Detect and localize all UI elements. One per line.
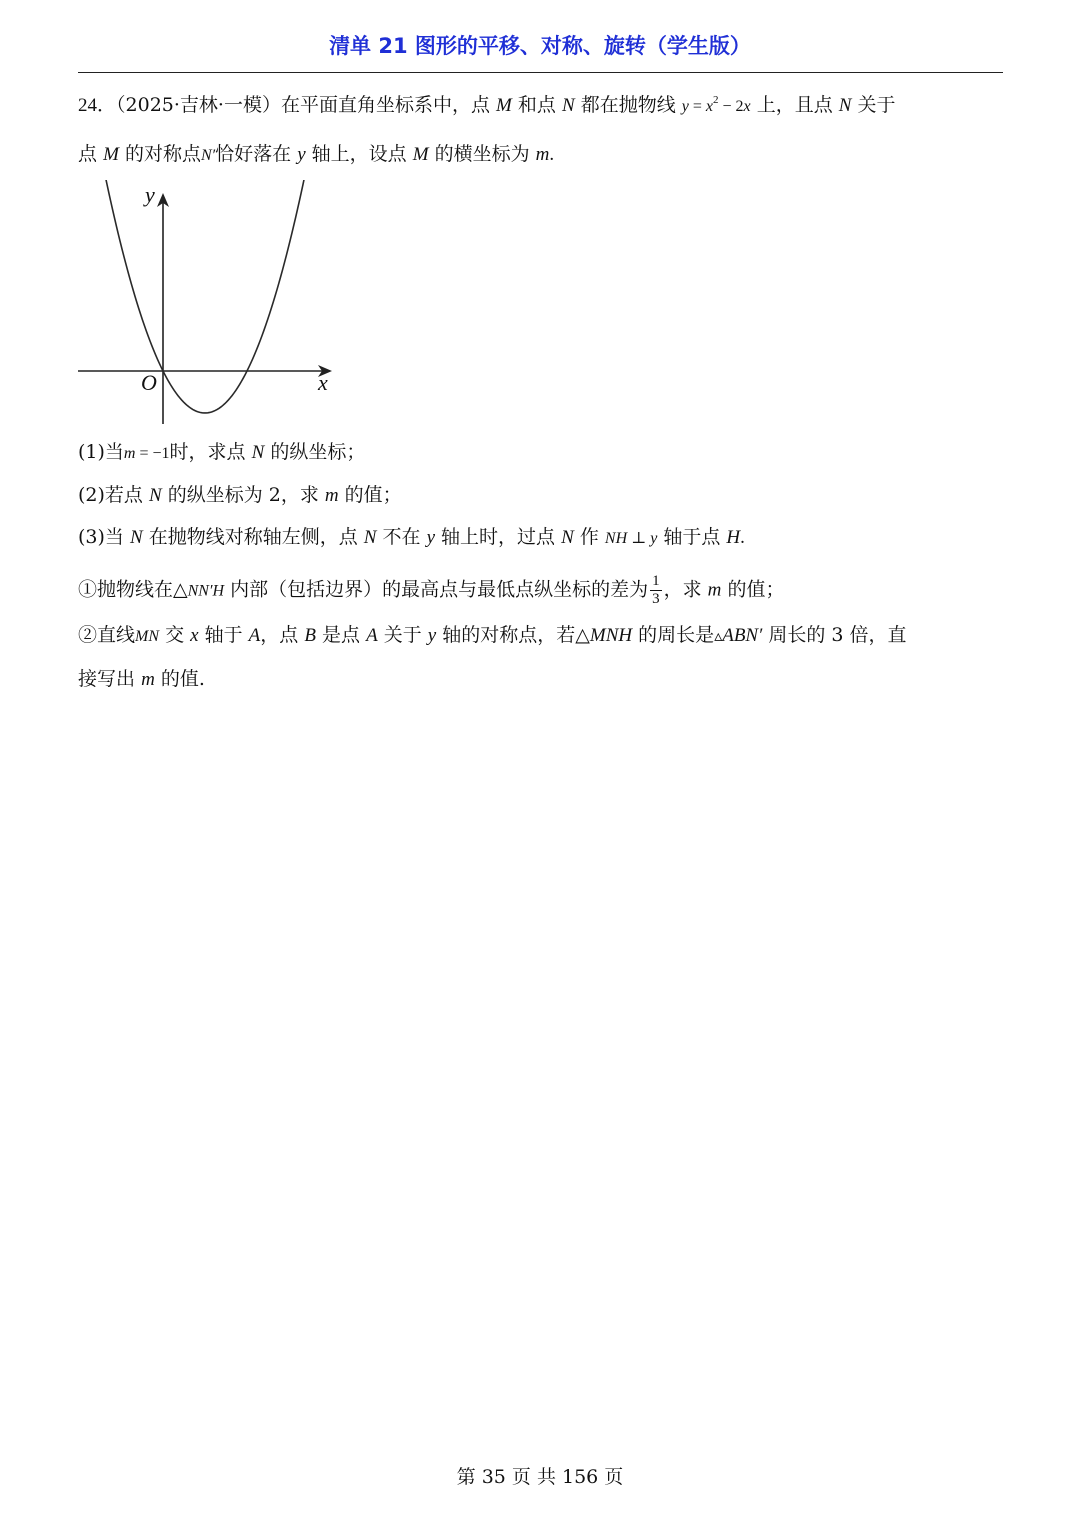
- triangle-MNH: MNH: [589, 625, 633, 646]
- var-M: M: [496, 95, 512, 116]
- period: .: [740, 527, 745, 548]
- subpart-1-prefix: ①抛物线在△: [78, 578, 188, 601]
- problem-number: 24．: [78, 95, 117, 116]
- var-m: m: [707, 579, 722, 601]
- var-M: M: [103, 144, 119, 165]
- part-3-text-4: 作: [579, 526, 599, 548]
- subpart-1-end: 的值；: [727, 578, 785, 601]
- var-y: y: [426, 527, 435, 548]
- header-divider: [78, 72, 1003, 73]
- var-x: x: [190, 625, 199, 646]
- part-2-end: 的值；: [344, 484, 402, 506]
- part-3-text-5: 轴于点: [663, 526, 721, 548]
- var-y: y: [297, 144, 306, 165]
- problem-text-4: 上，且点: [756, 94, 833, 116]
- page-header-title: 清单 21 图形的平移、对称、旋转（学生版）: [329, 34, 751, 58]
- var-N: N: [838, 95, 852, 116]
- var-B: B: [304, 625, 316, 646]
- part-3-text-1: 在抛物线对称轴左侧，点: [148, 526, 358, 548]
- part-2: [78, 482, 402, 509]
- fraction-one-third: $\frac{1}{3}$: [652, 573, 660, 607]
- problem-line2-text-3: 恰好落在: [215, 143, 292, 165]
- triangle-ABN-prime: ABN′: [722, 625, 763, 646]
- subpart-2-text-6: 轴的对称点，若△: [442, 624, 590, 646]
- problem-line2-text-4: 轴上，设点: [311, 143, 407, 165]
- var-N: N: [363, 527, 377, 548]
- origin-label: O: [141, 370, 157, 395]
- subpart-2-line-2: [78, 666, 205, 693]
- line-MN: MN: [135, 628, 160, 645]
- problem-text-3: 都在抛物线: [580, 94, 676, 116]
- subpart-2-text-4: 是点: [322, 624, 361, 646]
- part-3-text-3: 轴上时，过点: [441, 526, 556, 548]
- x-axis-label: x: [318, 370, 328, 395]
- subpart-2-text-3: ，点: [260, 624, 299, 646]
- problem-line2-text-2: 的对称点: [124, 143, 201, 165]
- var-M: M: [412, 144, 429, 165]
- problem-text-5: 关于: [857, 94, 896, 116]
- subpart-2-line2-text: 接写出: [78, 668, 136, 690]
- subpart-2-text-7: 的周长是: [638, 624, 715, 646]
- var-N: N: [148, 485, 162, 506]
- period: .: [549, 144, 555, 165]
- subpart-2-text-1: 交: [165, 624, 185, 646]
- var-m: m: [141, 669, 155, 690]
- var-N: N: [251, 442, 265, 463]
- perpendicular-expression: NH ⊥ y: [604, 530, 658, 547]
- problem-text-2: 和点: [517, 94, 556, 116]
- parabola-figure: [74, 180, 344, 430]
- triangle-symbol-icon: ▵: [714, 626, 723, 645]
- var-A: A: [248, 625, 261, 646]
- problem-line-1: [78, 92, 896, 120]
- y-axis-label: y: [145, 182, 155, 207]
- subpart-1-text-1: 内部（包括边界）的最高点与最低点纵坐标的差为: [230, 578, 649, 601]
- var-y: y: [427, 625, 437, 646]
- part-1-equation: m = −1: [123, 445, 170, 462]
- page-number-footer: 第 35 页 共 156 页: [456, 1466, 624, 1488]
- coordinate-plane: [74, 180, 344, 430]
- var-m: m: [535, 144, 550, 165]
- parabola-curve: [88, 180, 312, 413]
- var-H: H: [726, 527, 741, 548]
- problem-line2-text-1: 点: [78, 143, 98, 165]
- problem-source: （2025·吉林·一模）: [116, 94, 281, 116]
- subpart-2-text-8: 周长的 3 倍，直: [768, 624, 907, 646]
- problem-line2-text-5: 的横坐标为: [434, 143, 530, 165]
- part-3-text-2: 不在: [382, 526, 421, 548]
- part-1-end: 的纵坐标；: [270, 441, 366, 463]
- var-N: N: [561, 527, 574, 548]
- var-m: m: [324, 485, 339, 506]
- problem-line-2: [78, 141, 554, 169]
- subpart-2-prefix: ②直线: [78, 624, 136, 646]
- parabola-equation: $y = x^2 - 2x$: [681, 94, 751, 115]
- part-3: [78, 524, 745, 552]
- subpart-1-text-2: ，求: [663, 578, 702, 601]
- triangle-NNH: NN′H: [187, 582, 225, 600]
- subpart-2-text-2: 轴于: [204, 624, 243, 646]
- subpart-2-end: 的值.: [160, 668, 205, 690]
- problem-text-1: 在平面直角坐标系中，点: [280, 94, 490, 116]
- subpart-2-text-5: 关于: [383, 624, 422, 646]
- part-1: [78, 439, 365, 467]
- var-N: N: [129, 527, 143, 548]
- part-3-prefix: (3)当: [78, 526, 124, 548]
- var-N: N: [561, 95, 575, 116]
- part-1-prefix: (1)当: [78, 441, 124, 463]
- part-2-prefix: (2)若点: [78, 484, 143, 506]
- part-1-text: 时，求点: [169, 441, 246, 463]
- var-N-prime: N′: [200, 147, 216, 164]
- subpart-1: [78, 573, 784, 608]
- var-A: A: [366, 625, 378, 646]
- part-2-text: 的纵坐标为 2，求: [167, 484, 319, 506]
- subpart-2-line-1: [78, 622, 906, 650]
